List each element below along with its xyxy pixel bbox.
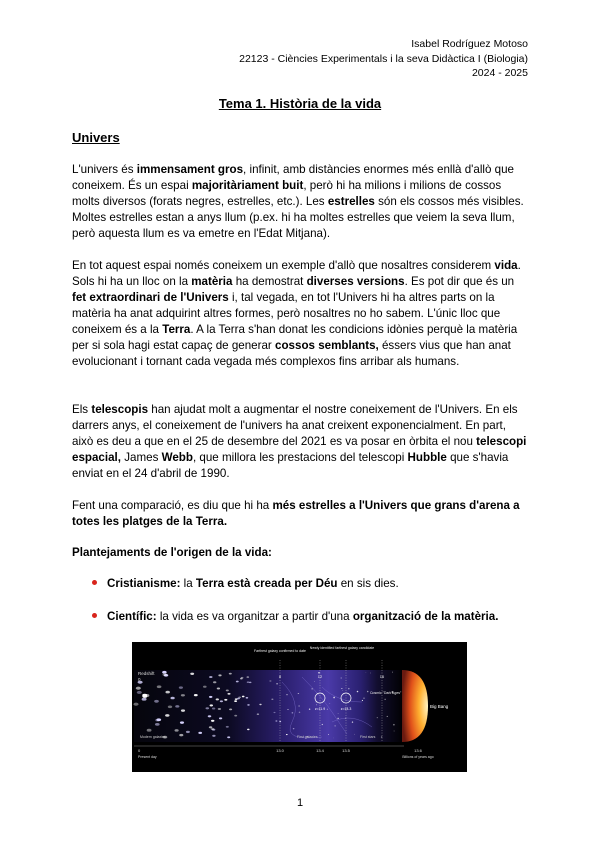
galaxy-dot <box>269 680 271 681</box>
galaxy-dot <box>212 707 215 709</box>
galaxy-dot <box>227 693 230 695</box>
top-tick: 16 <box>379 674 385 679</box>
text-run: . A la Terra s'han donat les condicions idònies perquè la matèria per si sola hagi estat capaç de generar <box>72 323 518 352</box>
text-run: En tot aquest espai només coneixem un exemple d'allò que nosaltres considerem <box>72 259 495 272</box>
galaxy-dot <box>208 715 212 717</box>
galaxy-dot <box>218 674 221 676</box>
galaxy-dot <box>213 681 216 683</box>
star-dot <box>309 708 310 709</box>
text-run: són els cossos més visibles. Moltes estrelles estan a anys llum (p.ex. hi ha moltes estrelles que veiem la seva llum, però aquesta llum es va emetre en l'Edat Mitjana). <box>72 195 524 240</box>
galaxy-dot <box>179 686 183 688</box>
galaxy-dot <box>224 699 227 701</box>
galaxy-dot <box>175 705 179 708</box>
galaxy-dot <box>226 726 229 728</box>
galaxy-dot <box>181 709 185 711</box>
text-run: . Sols hi ha un lloc on la <box>72 259 521 288</box>
bold-text: més estrelles a l'Univers que grans d'arena a totes les platges de la Terra. <box>72 499 520 528</box>
subheading-origen: Plantejaments de l'origen de la vida: <box>72 546 272 559</box>
galaxy-dot <box>174 729 178 732</box>
top-tick: 12 <box>317 674 323 679</box>
bold-text: cossos semblants, <box>275 339 379 352</box>
galaxy-dot <box>190 673 194 675</box>
star-dot <box>385 699 386 700</box>
label-modern: Modern galaxies <box>140 735 166 739</box>
star-dot <box>393 724 395 726</box>
label-cosmic: Cosmic "Dark Ages" <box>370 691 402 695</box>
bold-text: diverses versions <box>306 275 405 288</box>
text-run: la vida es va organitzar a partir d'una <box>156 610 353 623</box>
text-run: en sis dies. <box>337 577 399 590</box>
galaxy-dot <box>133 703 138 706</box>
star-dot <box>366 672 367 673</box>
galaxy-dot <box>299 712 301 713</box>
galaxy-dot <box>211 728 214 730</box>
star-dot <box>338 713 339 714</box>
star-dot <box>387 716 388 717</box>
axis-unit: Billions of years ago <box>402 755 434 759</box>
galaxy-dot <box>242 696 245 698</box>
paragraph-univers <box>72 162 530 242</box>
text-run: i, tal vegada, en tot l'Univers hi ha altres parts on la matèria ha anat adquirint altres formes, però nosaltres no ho sabem. L'únic lloc que coneixem és a la <box>72 291 501 336</box>
galaxy-dot <box>155 723 160 726</box>
bold-text: estrelles <box>327 195 375 208</box>
header-year: 2024 - 2025 <box>471 67 528 79</box>
label-z2: z=13.3 <box>340 707 352 711</box>
star-dot <box>322 724 323 725</box>
galaxy-dot <box>165 691 169 694</box>
star-dot <box>329 703 330 704</box>
page-header <box>239 37 528 81</box>
star-dot <box>337 718 338 719</box>
galaxy-dot <box>246 676 249 678</box>
text-run: Els <box>72 403 92 416</box>
galaxy-dot <box>286 734 288 735</box>
bold-text: telescopi espacial, <box>72 435 527 464</box>
star-dot <box>352 721 353 722</box>
galaxy-dot <box>142 698 147 701</box>
galaxy-dot <box>203 686 207 688</box>
star-dot <box>367 691 369 693</box>
galaxy-dot <box>238 697 241 699</box>
bold-text: matèria <box>191 275 233 288</box>
galaxy-dot <box>240 678 243 680</box>
galaxy-dot <box>147 729 152 732</box>
cosmos-band <box>134 670 404 742</box>
star-dot <box>327 709 328 710</box>
galaxy-dot <box>162 673 166 676</box>
star-dot <box>341 677 342 678</box>
galaxy-dot <box>271 699 273 700</box>
galaxy-dot <box>247 729 250 731</box>
label-z1: z=11.9 <box>314 707 326 711</box>
bold-text: fet extraordinari de l'Univers <box>72 291 229 304</box>
galaxy-dot <box>162 671 166 674</box>
star-dot <box>363 697 365 699</box>
bold-text: Terra <box>162 323 191 336</box>
text-run: ha demostrat <box>232 275 307 288</box>
universe-timeline-figure <box>132 642 467 772</box>
galaxy-dot <box>136 687 141 690</box>
redshift-label: Redshift <box>138 671 155 676</box>
text-run: L'univers és <box>72 163 137 176</box>
star-dot <box>316 704 317 705</box>
text-run: , infinit, amb distàncies enormes més enllà d'allò que coneixem. És un espai <box>72 163 514 192</box>
bold-text: Hubble <box>407 451 447 464</box>
page-number: 1 <box>296 797 304 809</box>
label-first-stars: First stars <box>360 735 376 739</box>
redshift-zero: 0 <box>138 677 141 682</box>
axis-start: 0 <box>138 748 141 753</box>
galaxy-dot <box>209 696 212 698</box>
galaxy-dot <box>286 694 288 695</box>
text-run: han ajudat molt a augmentar el nostre coneixement de l'Univers. En els darrers anys, el coneixement de l'univers ha anat creixent exponencialment. En part, això es deu a que en el 25 de desembre del 2021 es va posar en òrbita el nou <box>72 403 518 448</box>
galaxy-dot <box>211 720 214 722</box>
bold-text: immensament gros <box>136 163 244 176</box>
galaxy-dot <box>194 694 198 696</box>
star-dot <box>335 725 336 726</box>
star-dot <box>394 731 395 732</box>
galaxy-dot <box>226 689 229 691</box>
galaxy-dot <box>249 682 252 684</box>
label-bigbang: Big Bang <box>430 704 449 709</box>
bullet-text <box>107 577 399 590</box>
galaxy-dot <box>259 704 261 705</box>
galaxy-dot <box>227 736 230 738</box>
star-dot <box>370 673 371 674</box>
galaxy-dot <box>298 706 300 707</box>
bold-text: majoritàriament buit <box>191 179 304 192</box>
text-run: , que millora les prestacions del telescopi <box>192 451 408 464</box>
bullet-item <box>92 609 498 625</box>
galaxy-dot <box>212 735 215 737</box>
galaxy-dot <box>165 714 169 717</box>
star-dot <box>333 697 335 699</box>
star-dot <box>362 700 363 701</box>
star-dot <box>341 688 342 689</box>
galaxy-dot <box>229 708 232 710</box>
bold-text: vida <box>494 259 518 272</box>
header-course: 22123 - Ciències Experimentals i la seva Didàctica I (Biologia) <box>239 52 528 65</box>
galaxy-dot <box>170 697 174 700</box>
paragraph-comparacio <box>72 498 530 530</box>
star-dot <box>333 738 334 739</box>
bottom-tick: 13.4 <box>316 748 324 753</box>
galaxy-dot <box>219 717 222 719</box>
galaxy-dot <box>246 697 249 699</box>
galaxy-dot <box>229 673 232 675</box>
galaxy-dot <box>298 693 300 694</box>
text-run: , però hi ha milions i milions de cossos molts diversos (forats negres, estrelles, etc.). Les <box>72 179 502 208</box>
galaxy-dot <box>257 713 259 714</box>
bullet-item <box>92 576 399 592</box>
paragraph-vida <box>72 258 530 370</box>
galaxy-dot <box>234 715 237 717</box>
top-tick: 8 <box>278 674 282 679</box>
galaxy-dot <box>157 685 162 688</box>
bold-text: Cristianisme: <box>107 577 181 590</box>
text-run: James <box>121 451 162 464</box>
galaxy-dot <box>234 700 237 702</box>
galaxy-dot <box>236 681 239 683</box>
galaxy-dot <box>220 700 223 702</box>
paragraph-telescopis <box>72 402 530 482</box>
galaxy-dot <box>186 731 190 733</box>
star-dot <box>392 672 393 673</box>
bold-text: Terra està creada per Déu <box>195 577 338 590</box>
text-run: éssers vius que han anat evolucionant i tornant cada vegada més complexos fins arribar als humans. <box>72 339 511 368</box>
galaxy-dot <box>247 681 250 683</box>
bottom-tick: 13.6 <box>414 748 422 753</box>
star-dot <box>348 688 350 690</box>
bottom-tick: 13.0 <box>276 748 284 753</box>
text-run: la <box>180 577 196 590</box>
galaxy-dot <box>218 708 221 710</box>
bold-text: telescopis <box>91 403 149 416</box>
galaxy-dot <box>154 700 159 703</box>
label-farthest: Farthest galaxy confirmed to date <box>254 649 306 653</box>
text-run: . Es pot dir que és un <box>404 275 515 288</box>
text-run: que s'havia enviat en el 24 d'abril de 1990. <box>72 451 509 480</box>
galaxy-dot <box>179 734 183 736</box>
galaxy-dot <box>180 721 184 723</box>
bold-text: Científic: <box>107 610 157 623</box>
galaxy-dot <box>137 691 142 694</box>
galaxy-dot <box>210 704 213 706</box>
star-dot <box>314 681 315 682</box>
header-author: Isabel Rodríguez Motoso <box>411 38 528 50</box>
galaxy-dot <box>156 718 161 721</box>
star-dot <box>377 717 378 718</box>
galaxy-dot <box>217 688 220 690</box>
galaxy-dot <box>247 704 250 706</box>
bold-text: Webb <box>161 451 193 464</box>
galaxy-dot <box>292 712 294 713</box>
section-heading: Univers <box>72 130 120 145</box>
star-dot <box>312 688 313 689</box>
star-dot <box>357 691 359 693</box>
label-newly: Newly identified farthest galaxy candidate <box>309 646 375 650</box>
axis-present: Present day <box>138 755 157 759</box>
galaxy-dot <box>142 694 147 697</box>
galaxy-dot <box>287 709 289 710</box>
bold-text: organització de la matèria. <box>352 610 499 623</box>
label-first-galaxies: First galaxies <box>297 735 318 739</box>
bullet-text <box>107 610 498 623</box>
galaxy-dot <box>273 712 275 713</box>
galaxy-dot <box>293 728 295 729</box>
star-dot <box>328 734 329 735</box>
bullet-dot-icon <box>92 580 97 585</box>
document-title: Tema 1. Història de la vida <box>218 96 382 111</box>
text-run: Fent una comparació, es diu que hi ha <box>72 499 273 512</box>
galaxy-dot <box>209 726 212 728</box>
galaxy-dot <box>209 676 212 678</box>
galaxy-dot <box>181 694 185 696</box>
star-dot <box>354 734 355 735</box>
galaxy-dot <box>275 720 277 721</box>
bottom-tick: 13.5 <box>342 748 350 753</box>
bullet-dot-icon <box>92 613 97 618</box>
galaxy-dot <box>276 683 278 684</box>
star-dot <box>343 690 344 691</box>
galaxy-dot <box>279 721 281 722</box>
galaxy-dot <box>206 707 210 709</box>
galaxy-dot <box>198 732 202 734</box>
galaxy-dot <box>216 698 219 700</box>
galaxy-dot <box>168 705 172 708</box>
